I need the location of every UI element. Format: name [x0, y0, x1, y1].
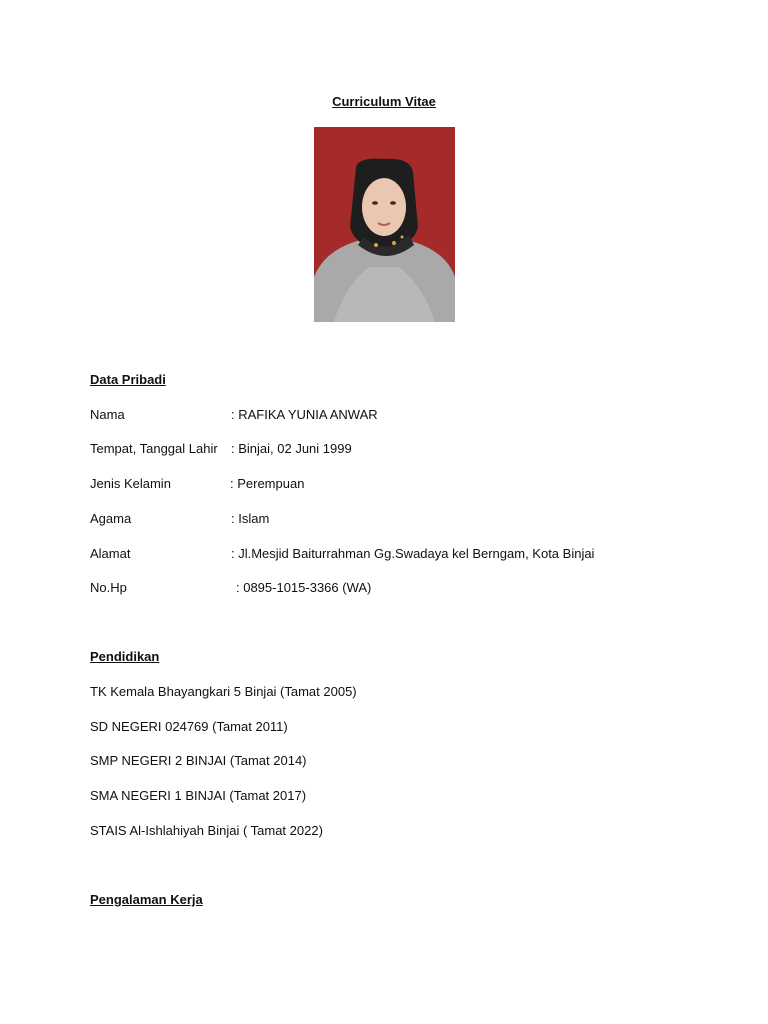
field-label: Agama — [90, 511, 132, 526]
education-item: SD NEGERI 024769 (Tamat 2011) — [90, 719, 288, 734]
photo-face — [362, 178, 406, 236]
field-value: : Perempuan — [230, 476, 305, 491]
field-value: : Jl.Mesjid Baiturrahman Gg.Swadaya kel Berngam, Kota Binjai — [231, 546, 595, 561]
profile-photo — [314, 127, 455, 322]
field-label: Nama — [90, 407, 125, 422]
field-value: : RAFIKA YUNIA ANWAR — [231, 407, 378, 422]
field-label: Alamat — [90, 546, 131, 561]
education-item: SMA NEGERI 1 BINJAI (Tamat 2017) — [90, 788, 307, 803]
field-label: Jenis Kelamin — [90, 476, 171, 491]
work-experience-heading: Pengalaman Kerja — [90, 892, 203, 907]
field-value: : Islam — [231, 511, 270, 526]
field-label: No.Hp — [90, 580, 127, 595]
education-item: TK Kemala Bhayangkari 5 Binjai (Tamat 2005) — [90, 684, 357, 699]
cv-title: Curriculum Vitae — [332, 94, 436, 109]
field-value: : Binjai, 02 Juni 1999 — [231, 441, 352, 456]
education-heading: Pendidikan — [90, 649, 160, 664]
education-item: STAIS Al-Ishlahiyah Binjai ( Tamat 2022) — [90, 823, 323, 838]
field-value: : 0895-1015-3366 (WA) — [236, 580, 372, 595]
personal-data-heading: Data Pribadi — [90, 372, 166, 387]
education-item: SMP NEGERI 2 BINJAI (Tamat 2014) — [90, 753, 307, 768]
field-label: Tempat, Tanggal Lahir — [90, 441, 218, 456]
